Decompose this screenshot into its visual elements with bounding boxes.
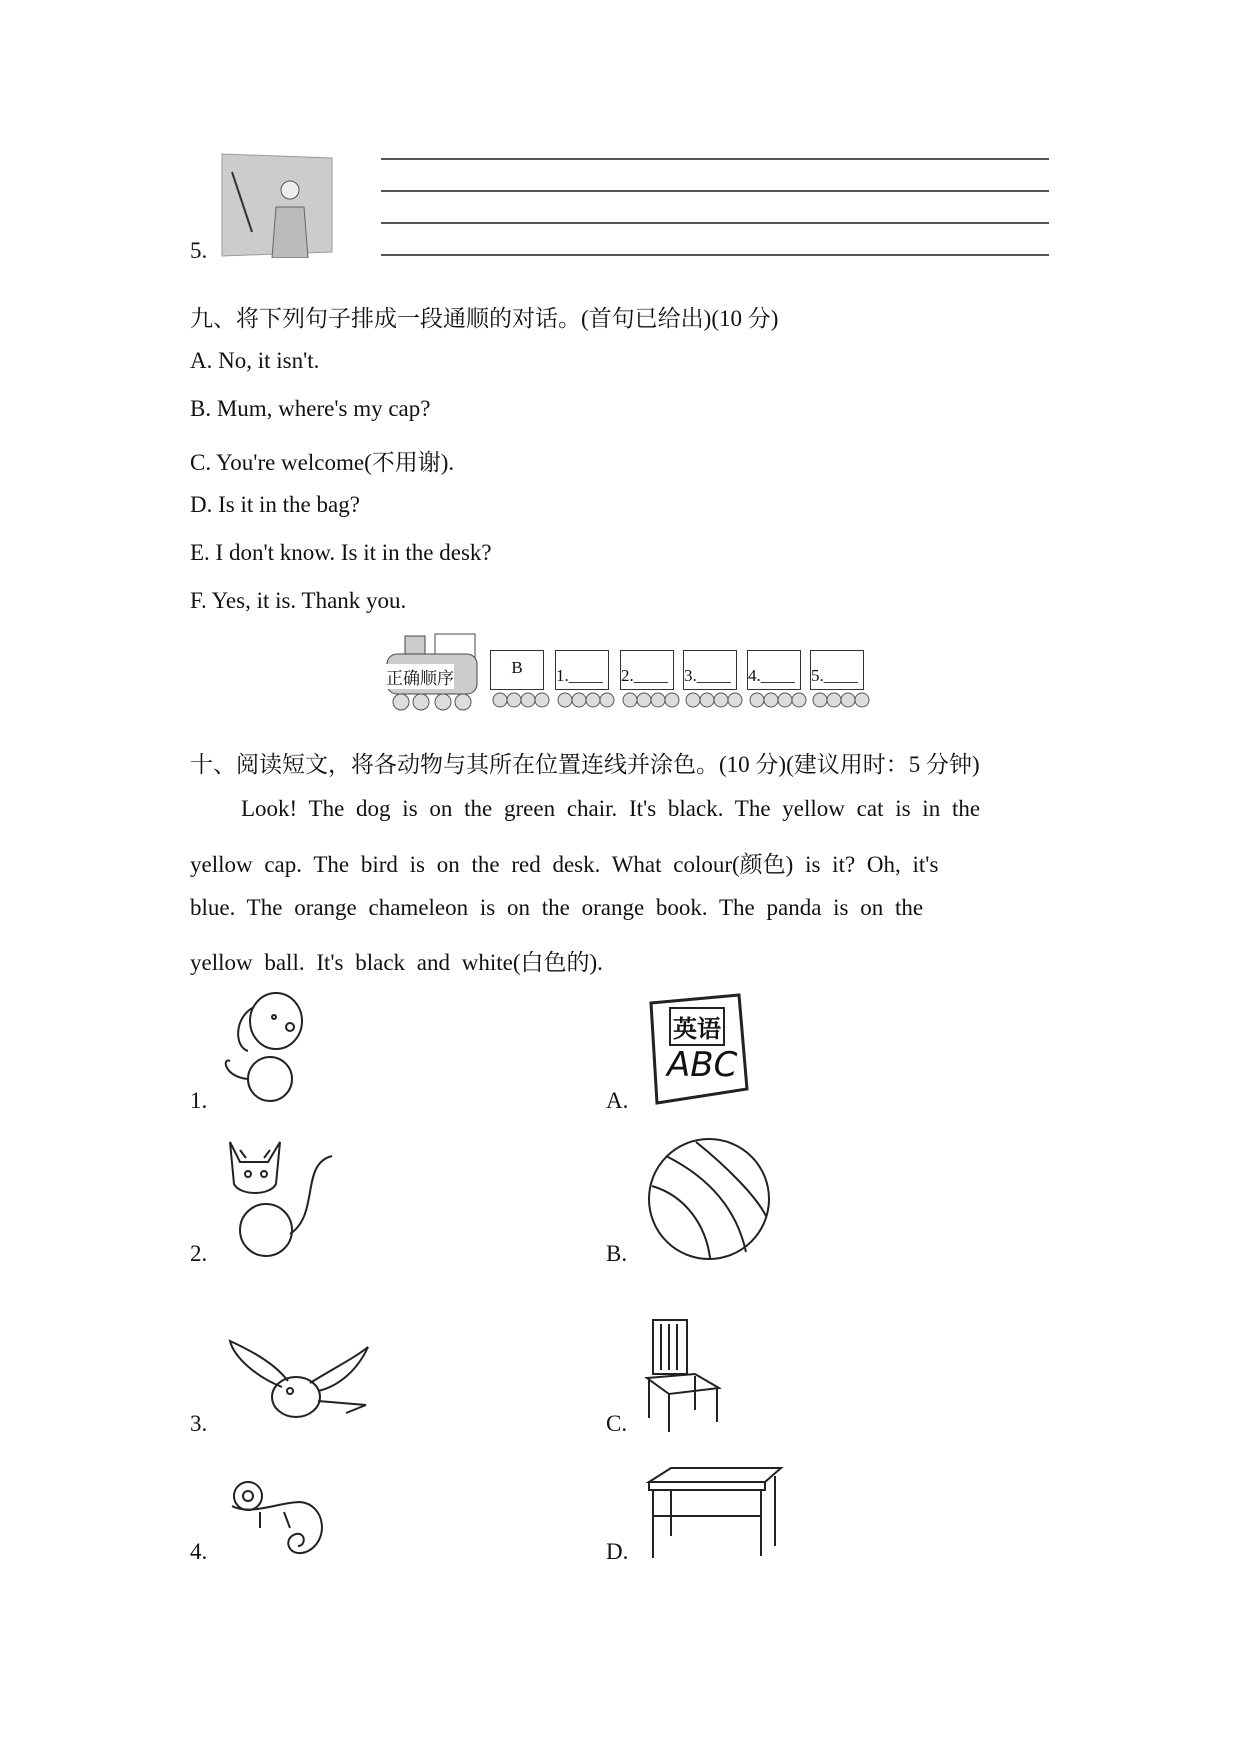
animal-number: 4. (190, 1539, 208, 1564)
cat-image[interactable] (220, 1134, 344, 1262)
passage-line: Look! The dog is on the green chair. It's black. The yellow cat is in the (241, 796, 981, 821)
animal-number: 2. (190, 1241, 208, 1266)
place-letter: D. (606, 1539, 629, 1564)
place-letter: C. (606, 1411, 628, 1436)
train-car-slot[interactable]: 5.____ (810, 650, 864, 690)
train-car-slot[interactable]: 3.____ (683, 650, 737, 690)
ball-image[interactable] (646, 1136, 772, 1262)
answer-line[interactable] (381, 222, 1049, 224)
bird-image[interactable] (226, 1337, 374, 1433)
place-letter: B. (606, 1241, 628, 1266)
animal-number: 1. (190, 1088, 208, 1113)
desk-image[interactable] (645, 1466, 785, 1562)
teacher-image (220, 152, 336, 258)
chair-image[interactable] (643, 1314, 725, 1434)
section-heading: 九、将下列句子排成一段通顺的对话。(首句已给出)(10 分) (190, 306, 779, 331)
option-c: C. You're welcome(不用谢). (190, 450, 455, 475)
book-title: 英语 (669, 1007, 725, 1046)
item-number: 5. (190, 238, 208, 263)
train-car-slot[interactable]: 4.____ (747, 650, 801, 690)
option-d: D. Is it in the bag? (190, 492, 360, 517)
train-car-slot[interactable]: 2.____ (620, 650, 674, 690)
place-letter: A. (606, 1088, 629, 1113)
book-letters: ABC (667, 1045, 738, 1085)
train-car-first: B (490, 650, 544, 690)
train-car-slot[interactable]: 1.____ (555, 650, 609, 690)
passage-line: yellow cap. The bird is on the red desk. What colour(颜色) is it? Oh, it's (190, 852, 939, 877)
option-e: E. I don't know. Is it in the desk? (190, 540, 492, 565)
book-image[interactable] (643, 993, 749, 1105)
answer-line[interactable] (381, 158, 1049, 160)
passage-line: blue. The orange chameleon is on the orange book. The panda is on the (190, 895, 924, 920)
option-a: A. No, it isn't. (190, 348, 320, 373)
dog-image[interactable] (214, 987, 318, 1111)
passage-line: yellow ball. It's black and white(白色的). (190, 950, 603, 975)
engine-label: 正确顺序 (386, 664, 454, 689)
answer-line[interactable] (381, 254, 1049, 256)
option-f: F. Yes, it is. Thank you. (190, 588, 407, 613)
train-wheels (488, 690, 872, 710)
section-heading: 十、阅读短文，将各动物与其所在位置连线并涂色。(10 分)(建议用时：5 分钟) (190, 752, 980, 777)
answer-line[interactable] (381, 190, 1049, 192)
chameleon-image[interactable] (220, 1472, 340, 1564)
animal-number: 3. (190, 1411, 208, 1436)
option-b: B. Mum, where's my cap? (190, 396, 431, 421)
